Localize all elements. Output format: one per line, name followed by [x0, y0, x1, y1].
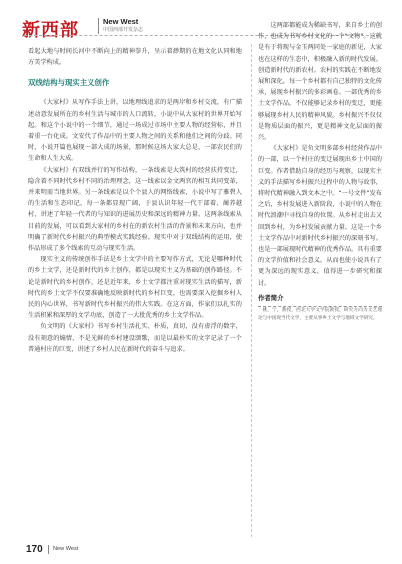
body-paragraph: 负文明的《大家村》书写乡村生活扎实、朴质，真切，没有虚浮的数字，没有刻意的煽情，不是光鲜的乡村建设颂歌，而是以最朴实的文字记录了一个普通村庄的巨变，讲述了乡村人民在新时代的奋斗与追求。: [28, 323, 242, 353]
column-divider: [251, 44, 252, 537]
author-bio-text: 姚，宁，教授，西北大学文学院教授，研究方向为文艺理论与中国现当代文学，主要从事乡土文学与地域文学研究。: [258, 307, 382, 321]
author-bio-title: 作者简介: [258, 293, 382, 307]
right-column: [258, 20, 382, 323]
page-number: 170: [26, 544, 43, 555]
body-paragraph: 现实主义的传统创作手法是乡土文学中的主要写作方式，无论是哪种时代的乡土文学，还是新时代的乡土创作，都是以现实主义为基础的创作路径。不论是新时代的乡村创作，还是近年来，乡土文学都注重对现实生活的描写，新时代的乡土文学不仅要准确地反映新时代的乡村巨变，也需要深入挖掘乡村人民的内心世界，书写新时代乡村振兴的伟大实践。在这方面，作家们以扎实的生活积累和深厚的文学功底，创造了一大批优秀的乡土文学作品。: [28, 256, 242, 320]
logo-english-name: New West: [103, 17, 139, 26]
body-paragraph: 《大家村》从写作手法上讲，以地理线追求的是两岸和乡村交流，有广描述动意发展所在的乡村生活与城市的人口流转，小说中从大家村的世界开始写起。和这个小说中的一个细节，通过一场成过市场中主要人物的经营标，并且着重一台化成。文安代了作品中的主要人物之间的关系和他们之间的分歧。同时，小说开篇也展现一部大成的场景，那时候这场大家大总是，一部农民们的生命和人生大成。: [28, 99, 242, 163]
footer-magazine-name: New West: [53, 546, 79, 552]
body-paragraph: 《大家村》是负文明多部乡村经营作品中的一部，以一个村庄的变迁展现出乡土中国的巨变。作者借助自身的经历与观察，以现实主义的手法描写乡村振兴过程中的人物与故事，将时代精神融入到文本之中。“一号文件”发布之后，乡村发展进入新阶段，小说中的人物在时代浪潮中寻找自身的位置。从乡村走出去又回到乡村，为乡村发展贡献力量。这是一个乡土文学作品中对新时代乡村振兴的深刻书写。也是一部展现时代精神的优秀作品，具有重要的文学价值和社会意义。从而也使小说具有了更为深远的现实意义，值得进一步研究和探讨。: [258, 145, 382, 287]
intro-paragraph: 看起大地与时间长河中不断向上的精神拳升，呈示着渺期的在地文化认同和地方美学构成。: [28, 48, 242, 67]
magazine-logo: 新西部: [22, 20, 79, 41]
logo-subtitle: 中国西部开发杂志: [103, 27, 144, 33]
logo-english-box: [98, 18, 143, 34]
body-paragraph: 《大家村》有双线并行的写作结构，一条线索是大筑村的经营扶持变迁，隐含着不同时代乡村不同的治理理念，这一线索以金文两官的相互共同变革，并来明需当地世界。另一条线索是以个个县人的网络线索，小说中写了雅碧人的生活和生态印记，每一条都显现广阔，于县认识年轻一代干部着、蔺养越村，讲述了年轻一代者的与知识的进展历史和深远的精神力量。这两条线索从目前的发展，可以看到大家村的乡村在的新农村生活的背景和未来方向，也并明确了新时代乡村振兴的典型模式实践经验。现实中对于双线结构的运用，使作品形成了多个线索的互动与现实生活。: [28, 166, 242, 253]
left-column: [28, 46, 242, 355]
footer-separator: [48, 545, 49, 554]
body-paragraph: 这两部都能成为稀缺书写，来自乡土的创作，也成为书写乡村文化的一个“文物”。这就是有于将现与金玉两同处一家庭的新见，大家也在这样的生态中，积极融入新的时代发展。创造新时代的新农村。农村的实践在不断地发展和深化。每一个乡村都有自己独特的文化传承，展现乡村振兴的多彩画卷。一部优秀的乡土文学作品，不仅能够记录乡村的变迁，更能够展现乡村人民的精神风貌。乡村振兴不仅仅是物质层面的振兴，更是精神文化层面的振兴。: [258, 22, 382, 142]
page-footer: [26, 544, 146, 558]
section-title: 双线结构与现实主义创作: [28, 78, 110, 88]
